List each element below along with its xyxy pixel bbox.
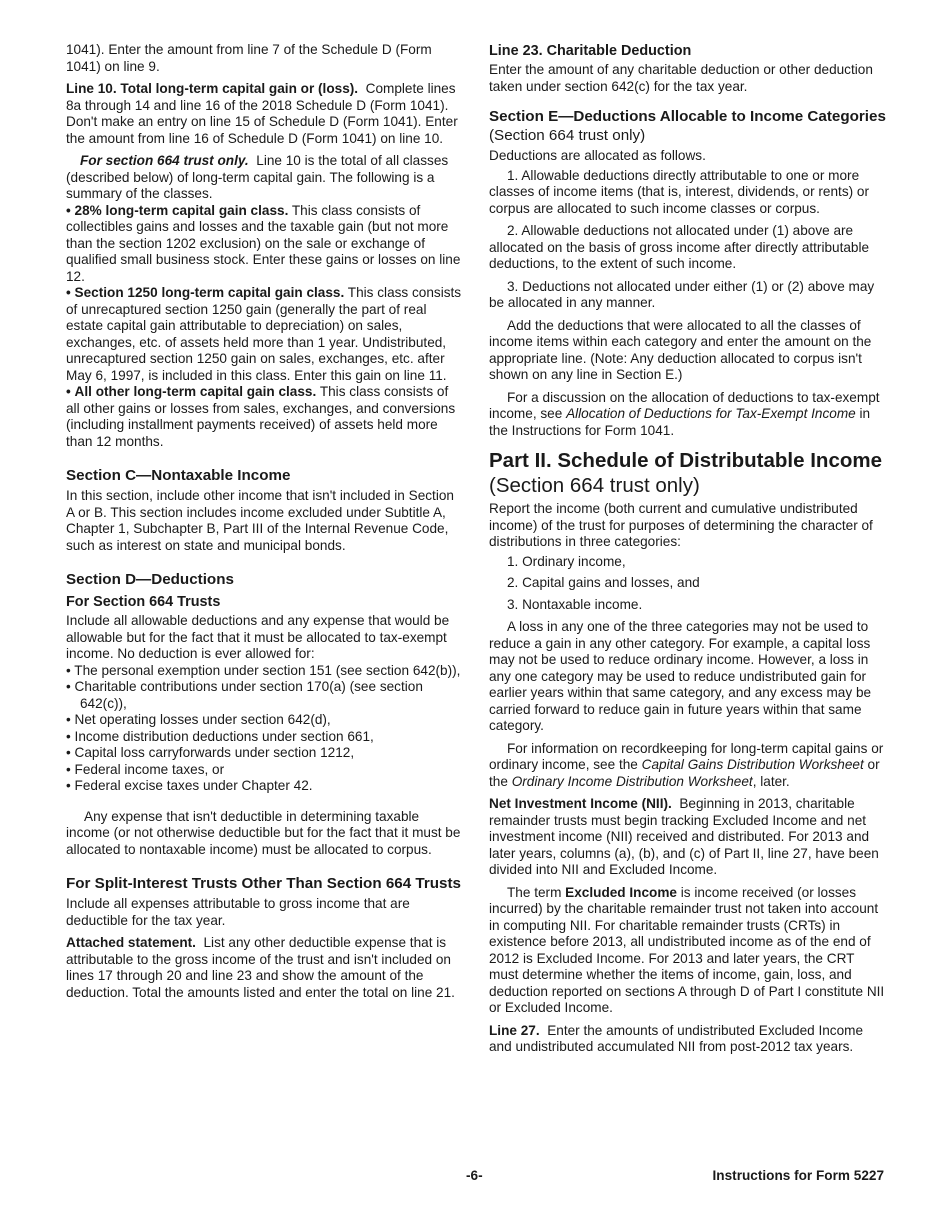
bullet-item: [66, 203, 463, 286]
section-e-heading: Section E—Deductions Allocable to Income Categories (Section 664 trust only): [489, 108, 886, 144]
paragraph: A loss in any one of the three categories may not be used to reduce a gain in any other category. For example, a capital loss may not be used to reduce ordinary income. However, a loss in any one category may be used to reduce undistributed gain for earlier years within that same category, and any excess may be carried forward to reduce gain in future years within that same category.: [489, 619, 872, 733]
paragraph: Report the income (both current and cumulative undistributed income) of the trust for purposes of determining the character of distributions in three categories:: [489, 501, 873, 549]
paragraph: Any expense that isn't deductible in determining taxable income (or not otherwise deductible but for the fact that it must be allocated to nontaxable income) must be allocated to corpus.: [66, 808, 461, 857]
list-item: • Federal excise taxes under Chapter 42.: [66, 778, 313, 793]
paragraph: Include all expenses attributable to gross income that are deductible for the tax year.: [66, 896, 410, 928]
paragraph-text: Line 10 is the total of all classes (described below) of long-term capital gain. The following is a summary of the classes.: [66, 153, 449, 201]
paragraph-text: This class consists of collectibles gains and losses and the taxable gain (but not more than the section 1202 exclusion) on the sale or exchange of qualified small business stock. Enter these gains or losses on line 12.: [66, 202, 461, 284]
paragraph-recordkeeping: For information on recordkeeping for long-term capital gains or ordinary income, see the Capital Gains Distribution Worksheet or the Ordinary Income Distribution Worksheet, later.: [489, 740, 884, 789]
part-ii-heading: Part II. Schedule of Distributable Income (Section 664 trust only): [489, 449, 882, 497]
list-item: 3. Nontaxable income.: [507, 596, 643, 612]
numbered-item: 3. Deductions not allocated under either (1) or (2) above may be allocated in any manner.: [489, 278, 875, 310]
right-column: [489, 42, 886, 1062]
deduction-list: [66, 663, 463, 795]
list-item: • The personal exemption under section 151 (see section 642(b)),: [66, 662, 461, 678]
list-item: • Federal income taxes, or: [66, 761, 225, 777]
paragraph-attached: [66, 935, 463, 1001]
run-in-heading: 28% long-term capital gain class.: [74, 202, 289, 218]
paragraph-line10: [66, 81, 463, 147]
paragraph-nii: Net Investment Income (NII). Beginning in 2013, charitable remainder trusts must begin tracking Excluded Income and net investment income (NII) received and distributed. For 2013 and later years, columns (a), (b), and (c) of Part II, line 27, have been divided into NII and Excluded Income.: [489, 796, 879, 877]
section-c-heading: Section C—Nontaxable Income: [66, 467, 291, 484]
paragraph-discussion: For a discussion on the allocation of deductions to tax-exempt income, see Allocation of Deductions for Tax-Exempt Income in the Instructions for Form 1041.: [489, 389, 880, 438]
run-in-heading: Line 10. Total long-term capital gain or (loss).: [66, 81, 359, 96]
paragraph: 1041). Enter the amount from line 7 of the Schedule D (Form 1041) on line 9.: [66, 42, 432, 74]
paragraph: In this section, include other income that isn't included in Section A or B. This section includes income excluded under Subtitle A, Chapter 1, Subchapter B, Part III of the Internal Revenue Code, such as interest on state and municipal bonds.: [66, 488, 454, 553]
paragraph-text: Complete lines 8a through 14 and line 16 of the 2018 Schedule D (Form 1041). Don't make an entry on line 15 of Schedule D (Form 1041). Enter the amount from line 16 of Schedule D (Form 1041) on line 10.: [66, 81, 458, 146]
numbered-item: 1. Allowable deductions directly attributable to one or more classes of income items (that is, interest, dividends, or rents) or corpus are allocated to such income classes or corpus.: [489, 167, 870, 216]
numbered-item: 2. Allowable deductions not allocated under (1) above are allocated on the basis of gross income after directly attributable deductions, to the extent of such income.: [489, 223, 870, 271]
bullet-item: [66, 285, 463, 384]
paragraph-section664: [66, 153, 463, 203]
list-item: 2. Capital gains and losses, and: [507, 575, 700, 590]
list-item: • Charitable contributions under section 170(a) (see section 642(c)),: [66, 679, 423, 711]
line23-heading: Line 23. Charitable Deduction: [489, 43, 692, 59]
list-item: • Net operating losses under section 642(d),: [66, 712, 331, 727]
run-in-heading: For section 664 trust only.: [80, 153, 249, 168]
bullet-item: [66, 384, 463, 450]
run-in-heading: Net Investment Income (NII).: [489, 796, 672, 811]
run-in-heading: Line 27.: [489, 1022, 540, 1038]
run-in-heading: Section 1250 long-term capital gain class.: [74, 285, 345, 300]
split-interest-heading: For Split-Interest Trusts Other Than Section 664 Trusts: [66, 875, 461, 892]
paragraph-excluded-income: The term Excluded Income is income received (or losses incurred) by the charitable remainder trust not taken into account in computing NII. For charitable remainder trusts (CRTs) in existence before 2013, all undistributed income as of the end of 2012 is Excluded Income. For 2013 and later years, the CRT must determine whether the items of income, gain, loss, and deduction reported on sections A through D of Part I constitute NII or Excluded Income.: [489, 884, 885, 1015]
category-list: [489, 554, 886, 614]
paragraph-text: This class consists of all other gains or losses from sales, exchanges, and conversions (including installment payments received) of assets held more than 12 months.: [66, 384, 456, 449]
run-in-heading: All other long-term capital gain class.: [74, 384, 317, 399]
list-item: • Capital loss carryforwards under section 1212,: [66, 745, 355, 760]
subheading-664: For Section 664 Trusts: [66, 594, 221, 610]
bullet-icon: •: [66, 285, 71, 300]
paragraph: Enter the amount of any charitable deduction or other deduction taken under section 642(c) for the tax year.: [489, 62, 873, 94]
form-name: Instructions for Form 5227: [712, 1168, 884, 1183]
paragraph: Add the deductions that were allocated to all the classes of income items within each category and enter the amount on the appropriate line. (Note: Any deduction allocated to corpus isn't shown on any line in Section E.): [489, 317, 872, 382]
paragraph: Include all allowable deductions and any expense that would be allowable but for the fact that it must be allocated to tax-exempt income. No deduction is ever allowed for:: [66, 613, 450, 661]
list-item: 1. Ordinary income,: [507, 553, 626, 569]
bullet-icon: •: [66, 202, 71, 218]
paragraph-line27: Line 27. Enter the amounts of undistributed Excluded Income and undistributed accumulated NII from post-2012 tax years.: [489, 1022, 864, 1054]
page-footer: [0, 1168, 950, 1186]
paragraph-text: List any other deductible expense that is attributable to the gross income of the trust and isn't included on lines 17 through 20 and line 23 and show the amount of the deduction. Total the amounts listed and enter the total on line 21.: [66, 935, 455, 1000]
paragraph-text: This class consists of unrecaptured section 1250 gain (generally the part of real estate capital gain attributable to depreciation) on sales, exchanges, etc. of assets held more than 1 year. Undistributed, unrecaptured section 1250 gain on sales, exchanges, etc. after May 6, 1997, is included in this class. Enter this gain on line 11.: [66, 285, 462, 383]
left-column: [66, 42, 463, 1007]
bullet-icon: •: [66, 384, 71, 399]
paragraph: Deductions are allocated as follows.: [489, 148, 706, 163]
run-in-heading: Attached statement.: [66, 935, 196, 950]
section-d-heading: Section D—Deductions: [66, 571, 234, 588]
list-item: • Income distribution deductions under section 661,: [66, 728, 374, 744]
page-number: -6-: [466, 1168, 483, 1183]
